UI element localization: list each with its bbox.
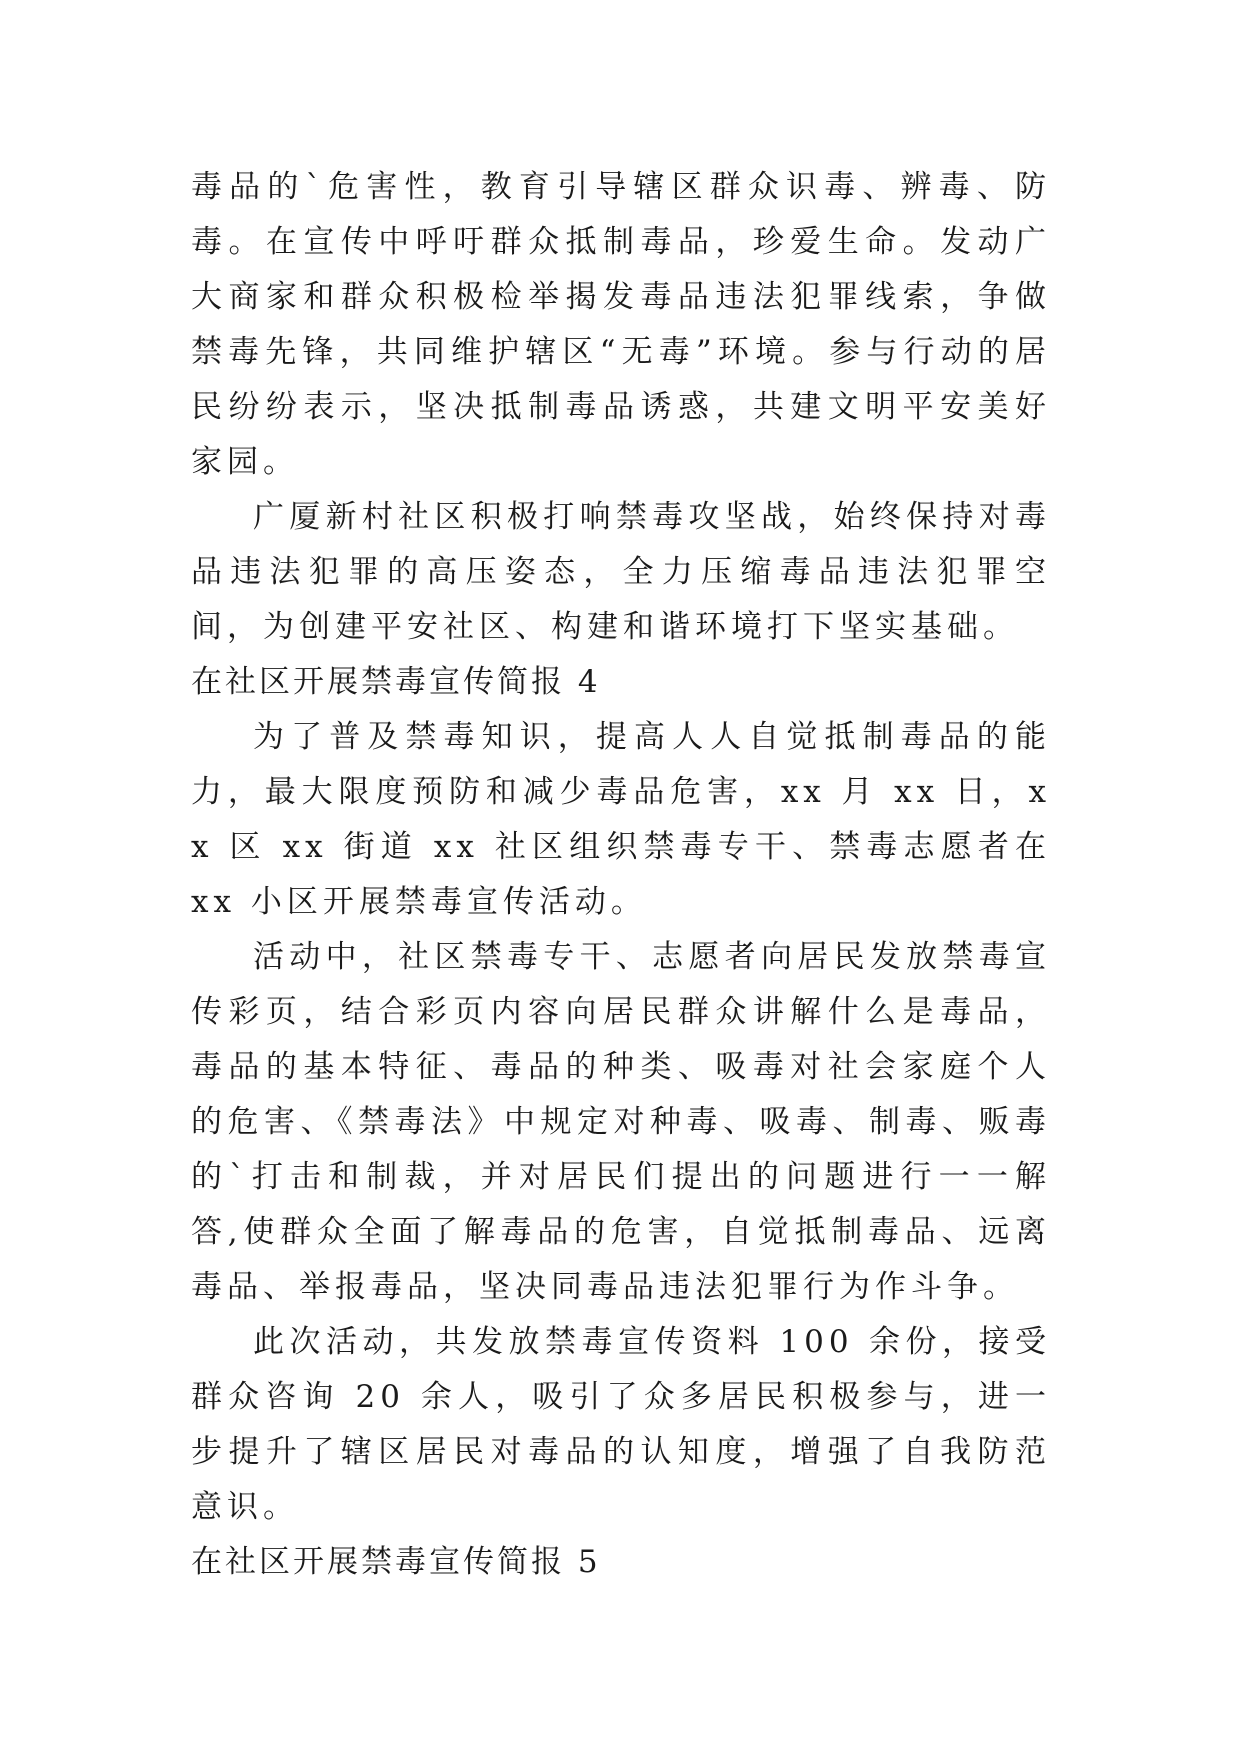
paragraph-guangxia-summary: 广厦新村社区积极打响禁毒攻坚战，始终保持对毒品违法犯罪的高压姿态，全力压缩毒品违法犯罪空间，为创建平安社区、构建和谐环境打下坚实基础。 <box>191 499 1051 645</box>
section-heading-4: 在社区开展禁毒宣传简报 4 <box>191 664 601 700</box>
paragraph-section4-activity: 活动中，社区禁毒专干、志愿者向居民发放禁毒宣传彩页，结合彩页内容向居民群众讲解什么是毒品，毒品的基本特征、毒品的种类、吸毒对社会家庭个人的危害、《禁毒法》中规定对种毒、吸毒、制毒、贩毒的`打击和制裁，并对居民们提出的问题进行一一解答,使群众全面了解毒品的危害，自觉抵制毒品、远离毒品、举报毒品，坚决同毒品违法犯罪行为作斗争。 <box>191 939 1051 1305</box>
paragraph-section4-purpose: 为了普及禁毒知识，提高人人自觉抵制毒品的能力，最大限度预防和减少毒品危害，xx 月 xx 日，xx 区 xx 街道 xx 社区组织禁毒专干、禁毒志愿者在 xx 小区开展禁毒宣传活动。 <box>191 719 1051 920</box>
paragraph-section4-results: 此次活动，共发放禁毒宣传资料 100 余份，接受群众咨询 20 余人，吸引了众多居民积极参与，进一步提升了辖区居民对毒品的认知度，增强了自我防范意识。 <box>191 1324 1051 1525</box>
paragraph-intro-continued: 毒品的`危害性，教育引导辖区群众识毒、辨毒、防毒。在宣传中呼吁群众抵制毒品，珍爱生命。发动广大商家和群众积极检举揭发毒品违法犯罪线索，争做禁毒先锋，共同维护辖区“无毒”环境。参与行动的居民纷纷表示，坚决抵制毒品诱惑，共建文明平安美好家园。 <box>191 169 1051 480</box>
section-heading-5: 在社区开展禁毒宣传简报 5 <box>191 1544 601 1580</box>
document-body <box>191 160 1051 1590</box>
